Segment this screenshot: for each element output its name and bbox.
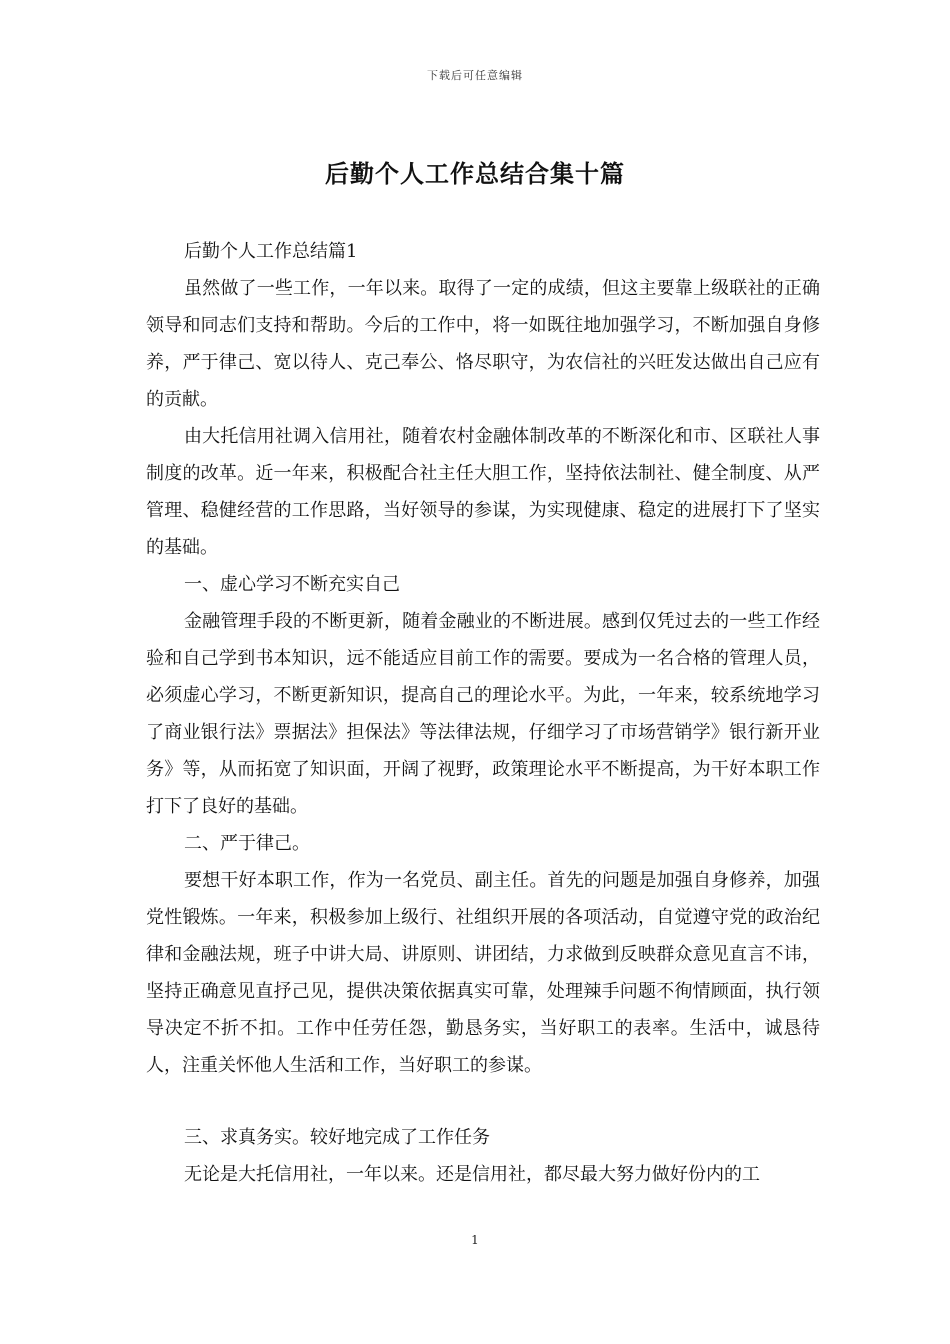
paragraph-gap [146,1084,820,1119]
document-body [146,233,820,1193]
section-heading: 一、虚心学习不断充实自己 [184,574,400,595]
document-title: 后勤个人工作总结合集十篇 [325,159,625,188]
section-heading: 二、严于律己。 [184,833,310,854]
body-paragraph: 无论是大托信用社，一年以来。还是信用社，都尽最大努力做好份内的工 [184,1164,760,1185]
section-heading: 三、求真务实。较好地完成了工作任务 [184,1127,490,1148]
page-number: 1 [471,1233,479,1247]
body-paragraph: 金融管理手段的不断更新，随着金融业的不断进展。感到仅凭过去的一些工作经验和自己学到书本知识，远不能适应目前工作的需要。要成为一名合格的管理人员，必须虚心学习，不断更新知识，提高自己的理论水平。为此，一年来，较系统地学习了商业银行法》票据法》担保法》等法律法规，仔细学习了市场营销学》银行新开业务》等，从而拓宽了知识面，开阔了视野，政策理论水平不断提高，为干好本职工作打下了良好的基础。 [146,611,820,817]
section-heading: 后勤个人工作总结篇1 [184,241,358,262]
header-note: 下载后可任意编辑 [427,69,523,82]
body-paragraph: 虽然做了一些工作，一年以来。取得了一定的成绩，但这主要靠上级联社的正确领导和同志们支持和帮助。今后的工作中，将一如既往地加强学习，不断加强自身修养，严于律己、宽以待人、克己奉公、恪尽职守，为农信社的兴旺发达做出自己应有的贡献。 [146,278,820,410]
body-paragraph: 由大托信用社调入信用社，随着农村金融体制改革的不断深化和市、区联社人事制度的改革。近一年来，积极配合社主任大胆工作，坚持依法制社、健全制度、从严管理、稳健经营的工作思路，当好领导的参谋，为实现健康、稳定的进展打下了坚实的基础。 [146,426,820,558]
body-paragraph: 要想干好本职工作，作为一名党员、副主任。首先的问题是加强自身修养，加强党性锻炼。一年来，积极参加上级行、社组织开展的各项活动，自觉遵守党的政治纪律和金融法规，班子中讲大局、讲原则、讲团结，力求做到反映群众意见直言不讳，坚持正确意见直抒己见，提供决策依据真实可靠，处理辣手问题不徇情顾面，执行领导决定不折不扣。工作中任劳任怨，勤恳务实，当好职工的表率。生活中，诚恳待人，注重关怀他人生活和工作，当好职工的参谋。 [146,870,820,1076]
